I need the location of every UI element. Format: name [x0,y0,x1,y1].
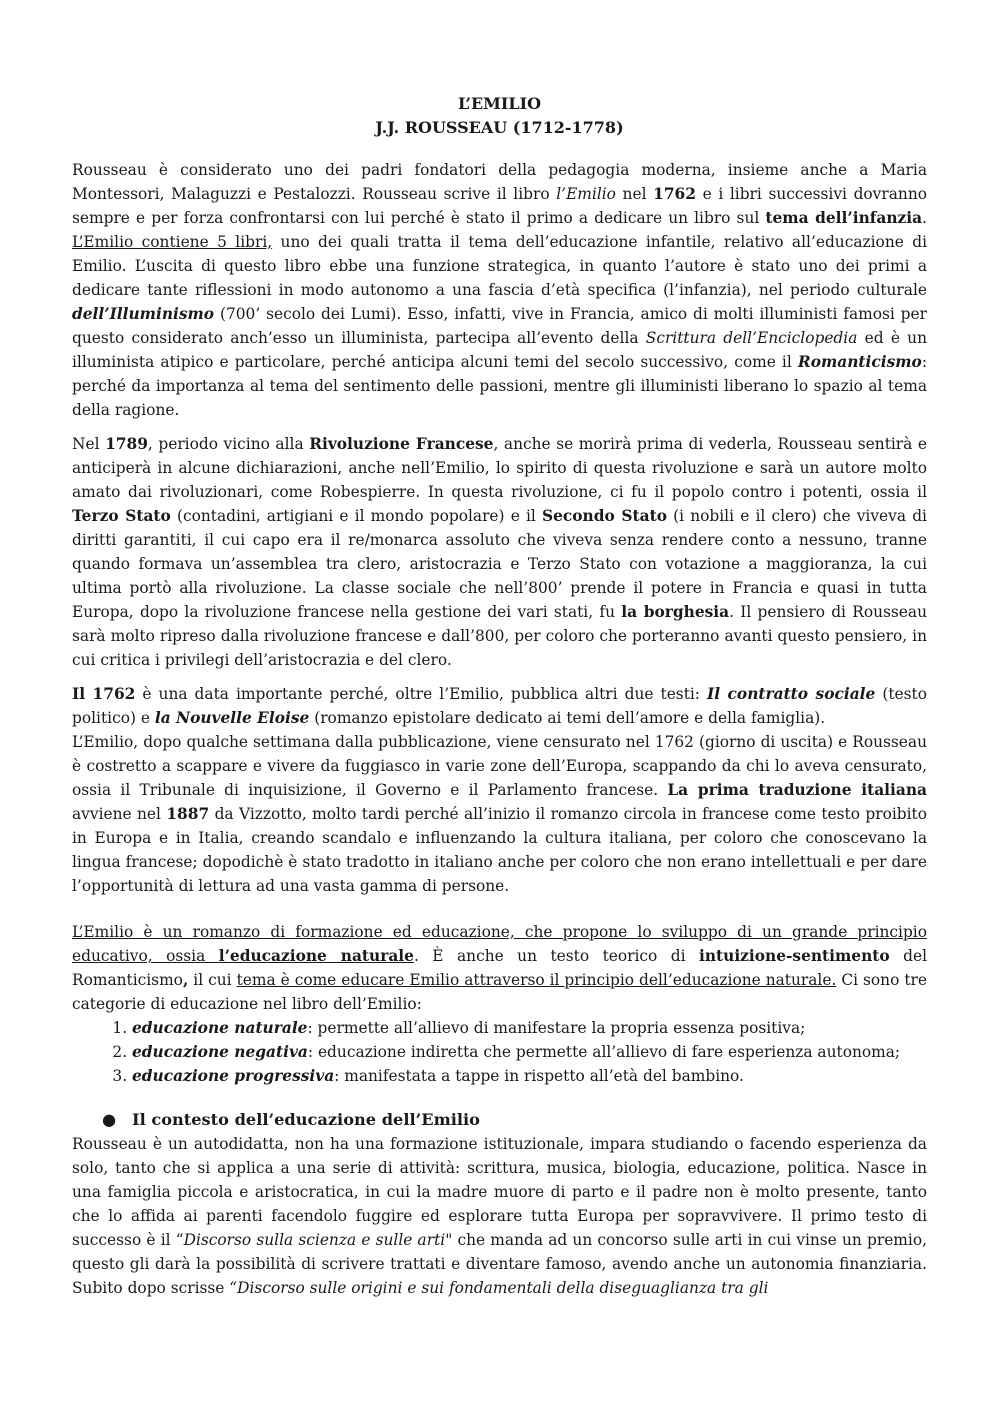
text: L’Emilio, dopo qualche settimana dalla pubblicazione, viene censurato nel 1762 (giorno di uscita) e Rousseau è costretto a scappare e vivere da fuggiasco in varie zone dell’Europa, scappando da chi lo aveva censurato, ossia il Tribunale di inquisizione, il Governo e il Parlamento francese. [72,733,927,799]
bold-text: Secondo Stato [542,507,667,525]
education-categories-list [72,1016,927,1088]
bold-italic-text: Il contratto sociale [707,685,876,703]
underlined-text: tema è come educare Emilio attraverso il principio dell’educazione naturale. [236,971,837,989]
italic-text: Scrittura dell’Enciclopedia [645,329,858,347]
underlined-text: L’Emilio contiene 5 libri, [72,233,273,251]
list-item [132,1016,927,1040]
text: Rousseau è un autodidatta, non ha una formazione istituzionale, impara studiando o facendo esperienza da solo, tanto che si applica a una serie di attività: scrittura, musica, biologia, educazione, politica. Nasce in una famiglia piccola e aristocratica, in cui la madre muore di parto e il padre non è molto presente, tanto che lo affida ai parenti facendolo fuggire ed esplorare tutta Europa per sopravvivere. Il primo testo di successo è il “ [72,1135,927,1249]
list-item-desc: : permette all’allievo di manifestare la propria essenza positiva; [307,1019,806,1037]
list-item-desc: : educazione indiretta che permette all’allievo di fare esperienza autonoma; [307,1043,901,1061]
list-item-term: educazione negativa [132,1043,308,1061]
bold-text: Rivoluzione Francese [309,435,494,453]
text: da Vizzotto, molto tardi perché all’inizio il romanzo circola in francese come testo proibito in Europa e in Italia, creando scandalo e influenzando la cultura italiana, per coloro che conoscevano la lingua francese; dopodichè è stato tradotto in italiano anche per coloro che non erano intellettuali e per dare l’opportunità di lettura ad una vasta gamma di persone. [72,805,928,895]
bold-italic-text: la Nouvelle Eloise [154,709,310,727]
bold-text: la borghesia [621,603,730,621]
text: ed è un illuminista atipico e particolare, perché anticipa alcuni temi del secolo successivo, come il [72,329,927,371]
italic-text: l’Emilio [556,185,616,203]
bold-text: intuizione-sentimento [699,947,890,965]
text: , anche se morirà prima di vederla, Rousseau sentirà e anticiperà in alcune dichiarazioni, anche nell’Emilio, lo spirito di questa rivoluzione e sarà un autore molto amato dai rivoluzionari, come Robespierre. In questa rivoluzione, ci fu il popolo contro i potenti, ossia il [72,435,928,501]
italic-text: “Discorso sulle origini e sui fondamentali della diseguaglianza tra gli [229,1279,769,1297]
text: (700’ secolo dei Lumi). Esso, infatti, vive in Francia, amico di molti illuministi famosi per questo considerato anch’esso un illuminista, partecipa all’evento della [72,305,927,347]
bold-text: , [182,971,189,989]
text: nel [615,185,654,203]
italic-text: Discorso sulla scienza e sulle arti" [183,1231,453,1249]
bold-text: 1887 [166,805,210,823]
paragraph-intro [72,158,927,422]
text: . [922,209,928,227]
text: uno dei quali tratta il tema dell’educazione infantile, relativo all’educazione di Emilio. L’uscita di questo libro ebbe una funzione strategica, in quanto l’autore è stato uno dei primi a dedicare tante riflessioni in modo autonomo a una fascia d’età specifica (l’infanzia), nel periodo culturale [72,233,927,299]
text: e i libri successivi dovranno sempre e per forza confrontarsi con lui perché è stato il primo a dedicare un libro sul [72,185,928,227]
text: Rousseau è considerato uno dei padri fondatori della pedagogia moderna, insieme anche a Maria Montessori, Malaguzzi e Pestalozzi. Rousseau scrive il libro [72,161,927,203]
bold-underlined-text: l’educazione naturale [218,947,414,965]
text: , periodo vicino alla [147,435,310,453]
list-item [132,1064,927,1088]
text: Nel [72,435,106,453]
list-item-desc: : manifestata a tappe in rispetto all’età del bambino. [334,1067,744,1085]
document-subtitle: J.J. ROUSSEAU (1712-1778) [375,118,624,137]
list-item-term: educazione progressiva [132,1067,335,1085]
text: è una data importante perché, oltre l’Emilio, pubblica altri due testi: [135,685,708,703]
text: : perché da importanza al tema del sentimento delle passioni, mentre gli illuministi liberano lo spazio al tema della ragione. [72,353,927,419]
list-item-term: educazione naturale [132,1019,308,1037]
text: del Romanticismo [72,947,927,989]
text: (testo politico) e [72,685,927,727]
title-block [72,92,927,140]
bold-text: tema dell’infanzia [765,209,923,227]
paragraph-revolution [72,432,927,672]
bold-text: 1762 [653,185,696,203]
text: Ci sono tre categorie di educazione nel libro dell’Emilio: [72,971,927,1013]
document-page [72,92,927,1300]
bold-text: La prima traduzione italiana [667,781,927,799]
text: (contadini, artigiani e il mondo popolare) e il [170,507,542,525]
bold-text: Terzo Stato [72,507,171,525]
underlined-text: L’Emilio è un romanzo di formazione ed educazione, che propone lo sviluppo di un grande principio educativo, ossia [72,923,927,965]
bold-text: Il 1762 [72,685,136,703]
document-title: L’EMILIO [457,94,542,113]
section-heading-text: Il contesto dell’educazione dell’Emilio [132,1110,480,1129]
text: il cui [188,971,237,989]
paragraph-1762 [72,682,927,730]
text: che manda ad un concorso sulle arti in cui vinse un premio, questo gli darà la possibilità di scrivere trattati e diventare famoso, avendo anche un autonomia finanziaria. Subito dopo scrisse [72,1231,927,1297]
list-item [132,1040,927,1064]
text: avviene nel [72,805,167,823]
bold-italic-text: Romanticismo [797,353,922,371]
text: (i nobili e il clero) che viveva di diritti garantiti, il cui capo era il re/monarca assoluto che viveva senza rendere conto a nessuno, tranne quando formava un’assemblea tra clero, aristocrazia e Terzo Stato con votazione a maggioranza, la cui ultima portò alla rivoluzione. La classe sociale che nell’800’ prende il potere in Francia e quasi in tutta Europa, dopo la rivoluzione francese nella gestione dei vari stati, fu [72,507,927,621]
paragraph-formation [72,920,927,1016]
text: . Il pensiero di Rousseau sarà molto ripreso dalla rivoluzione francese e dall’800, per coloro che porteranno avanti questo pensiero, in cui critica i privilegi dell’aristocrazia e del clero. [72,603,927,669]
paragraph-context [72,1132,927,1300]
bold-text: 1789 [105,435,148,453]
section-heading [72,1108,927,1132]
text: (romanzo epistolare dedicato ai temi dell’amore e della famiglia). [309,709,826,727]
paragraph-censorship [72,730,927,898]
text: . È anche un testo teorico di [413,947,699,965]
bullet-icon: ● [102,1110,117,1129]
bold-italic-text: dell’Illuminismo [72,305,215,323]
